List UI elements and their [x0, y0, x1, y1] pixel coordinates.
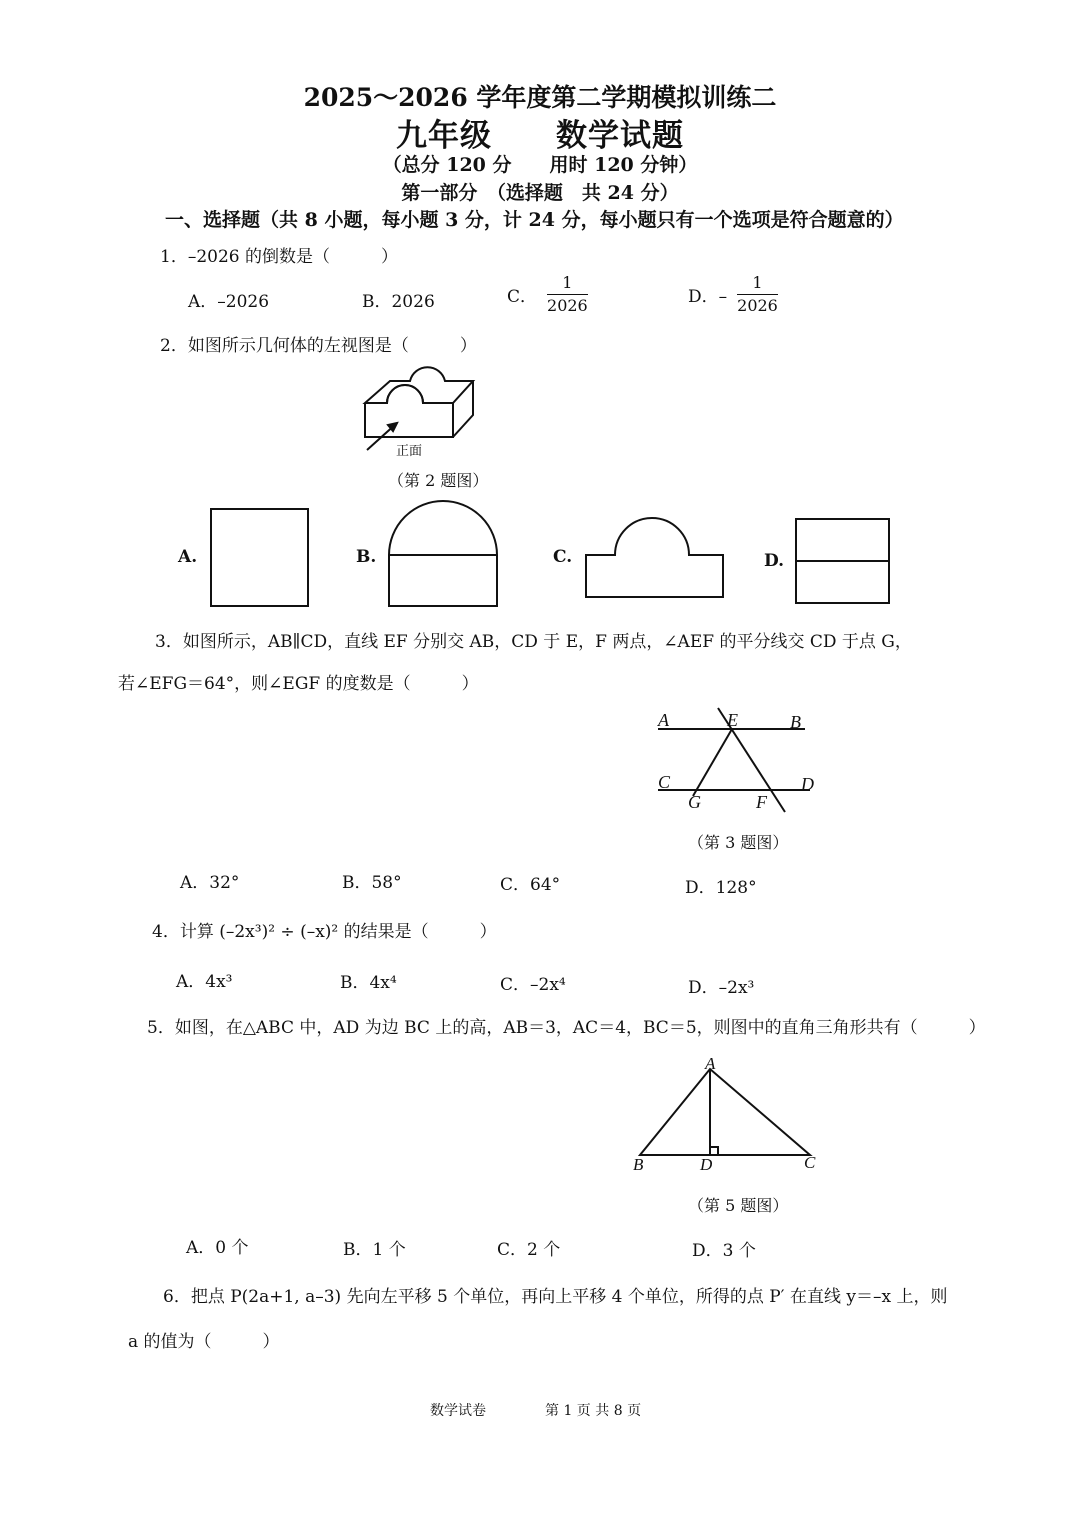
q3-option-a[interactable]: A．32° [180, 873, 240, 893]
q5-option-b[interactable]: B．1 个 [343, 1240, 406, 1260]
section-heading: 一、选择题（共 8 小题，每小题 3 分，计 24 分，每小题只有一个选项是符合题意的） [165, 209, 904, 231]
q2-option-a-label[interactable]: A. [178, 547, 198, 567]
q1-option-b[interactable]: B．2026 [362, 292, 435, 312]
q1-c-denominator: 2026 [547, 296, 588, 315]
q3-option-b[interactable]: B．58° [342, 873, 402, 893]
q2-option-d-label[interactable]: D. [764, 551, 785, 571]
q5-option-d[interactable]: D．3 个 [692, 1241, 756, 1261]
exam-info: （总分 120 分 用时 120 分钟） [382, 154, 698, 176]
q1-stem: 1．–2026 的倒数是（ ） [160, 247, 398, 267]
q2-caption: （第 2 题图） [388, 471, 489, 490]
q2-option-b-label[interactable]: B. [356, 547, 377, 567]
q3-option-c[interactable]: C．64° [500, 875, 561, 895]
q4-option-d[interactable]: D．–2x³ [688, 978, 755, 998]
exam-title: 2025～2026 学年度第二学期模拟训练二 [303, 83, 777, 112]
q6-stem-line1: 6．把点 P(2a+1, a–3) 先向左平移 5 个单位，再向上平移 4 个单位，所得的点 P′ 在直线 y＝–x 上，则 [163, 1287, 948, 1307]
exam-subtitle: 九年级 数学试题 [396, 118, 684, 154]
q3-label-g: G [688, 792, 701, 812]
footer-subject: 数学试卷 [430, 1403, 486, 1419]
q3-label-b: B [790, 712, 801, 732]
q1-c-numerator: 1 [547, 272, 588, 295]
q1-d-numerator: 1 [737, 272, 778, 295]
q2-option-b-figure[interactable] [388, 500, 500, 608]
q4-option-b[interactable]: B．4x⁴ [340, 973, 397, 993]
q3-label-c: C [658, 772, 671, 792]
q2-stem: 2．如图所示几何体的左视图是（ ） [160, 336, 477, 356]
q5-label-b: B [633, 1155, 644, 1174]
q2-option-c-label[interactable]: C. [553, 547, 573, 567]
q3-stem-line2: 若∠EFG＝64°，则∠EGF 的度数是（ ） [118, 674, 479, 694]
q3-label-f: F [756, 792, 767, 812]
q1-option-d-label: D．– [688, 287, 728, 307]
q3-caption: （第 3 题图） [688, 833, 789, 852]
q3-figure [650, 700, 830, 815]
q5-option-a[interactable]: A．0 个 [186, 1238, 249, 1258]
q3-label-e: E [727, 710, 738, 730]
q4-option-a[interactable]: A．4x³ [176, 972, 233, 992]
q1-option-c[interactable] [507, 272, 588, 317]
q5-figure [628, 1055, 823, 1175]
q5-caption: （第 5 题图） [688, 1196, 789, 1215]
q3-stem-line1: 3．如图所示，AB∥CD，直线 EF 分别交 AB，CD 于 E，F 两点，∠AEF 的平分线交 CD 于点 G， [155, 632, 912, 652]
q3-option-d[interactable]: D．128° [685, 878, 757, 898]
q5-stem: 5．如图，在△ABC 中，AD 为边 BC 上的高，AB＝3，AC＝4，BC＝5，则图中的直角三角形共有（ ） [147, 1018, 986, 1038]
part-heading: 第一部分 （选择题 共 24 分） [401, 182, 679, 204]
footer-page-number: 第 1 页 共 8 页 [545, 1403, 642, 1419]
q1-option-c-fraction [547, 272, 588, 317]
q1-option-a[interactable]: A．–2026 [188, 292, 270, 312]
q3-label-a: A [658, 710, 669, 730]
q2-option-c-figure[interactable] [585, 515, 725, 599]
q5-label-c: C [804, 1153, 816, 1172]
q5-label-d: D [700, 1155, 713, 1174]
q1-d-denominator: 2026 [737, 296, 778, 315]
q4-option-c[interactable]: C．–2x⁴ [500, 975, 566, 995]
q5-option-c[interactable]: C．2 个 [497, 1240, 561, 1260]
q2-option-a-figure[interactable] [210, 508, 310, 608]
q1-option-c-label: C． [507, 287, 538, 307]
q4-stem: 4．计算 (–2x³)² ÷ (–x)² 的结果是（ ） [152, 922, 497, 942]
q5-label-a: A [705, 1054, 716, 1073]
q6-stem-line2: a 的值为（ ） [128, 1332, 280, 1352]
q2-front-label: 正面 [396, 444, 423, 459]
q3-label-d: D [801, 774, 814, 794]
q1-option-d-fraction [737, 272, 778, 317]
q2-option-d-figure[interactable] [795, 518, 891, 606]
q1-option-d[interactable] [688, 272, 778, 317]
